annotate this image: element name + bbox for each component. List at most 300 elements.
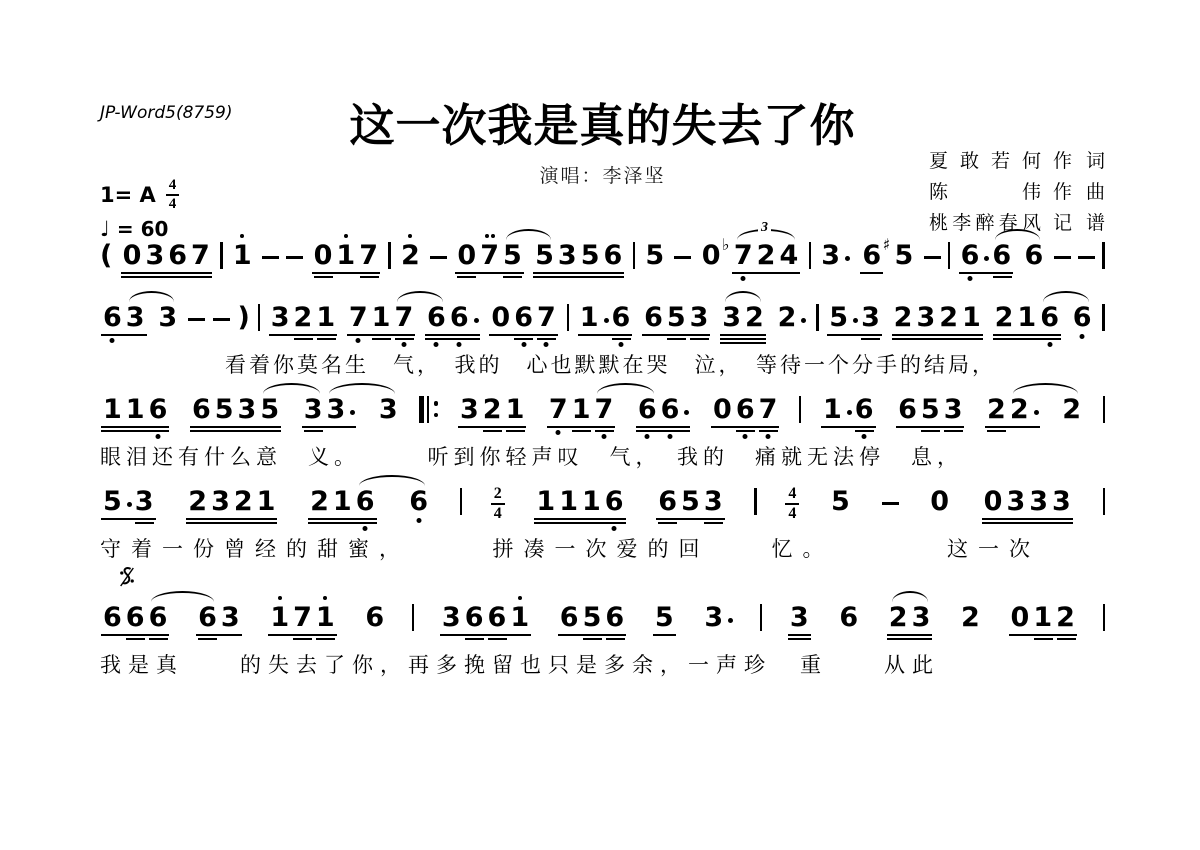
credit-role: 记谱 (1053, 213, 1105, 234)
note (231, 242, 254, 270)
note (580, 488, 603, 516)
note (659, 396, 682, 424)
note-digit: 6 (854, 394, 874, 425)
note (314, 604, 337, 632)
augmentation-dot (474, 318, 479, 323)
lyrics-line: 眼泪还有什么意 义。 听到你轻声叹 气， 我的 痛就无法停 息， (100, 445, 963, 469)
note (1054, 604, 1077, 632)
note-digit: 6 (409, 486, 428, 517)
note-digit: 6 (644, 302, 663, 333)
beam-underline (533, 272, 624, 274)
beam-underline (425, 338, 480, 340)
note (821, 396, 844, 424)
octave-dot-above (278, 596, 282, 600)
octave-dot-below (416, 518, 421, 523)
time-signature (785, 486, 799, 522)
open-paren: ( (100, 240, 113, 271)
sub-beam-underline (612, 338, 631, 340)
note (312, 242, 335, 270)
note-digit: 7 (191, 240, 210, 271)
octave-dot-below (645, 434, 650, 439)
barline (1103, 396, 1105, 423)
note (1038, 304, 1061, 332)
lyrics-line: 我是真 的失去了你，再多挽留也只是多余，一声珍 重 从此 (100, 653, 940, 677)
barline (1103, 604, 1105, 631)
note (853, 396, 876, 424)
note (700, 242, 723, 270)
note (1008, 396, 1031, 424)
beam-underline (732, 272, 800, 274)
note (190, 396, 213, 424)
note-digit: 7 (359, 240, 378, 271)
beam-underline (720, 338, 766, 340)
note (610, 304, 633, 332)
segno-line (100, 566, 1105, 586)
duration-dash (1078, 256, 1095, 259)
note (656, 488, 679, 516)
note-digit: 5 (666, 302, 686, 333)
close-paren: ) (237, 302, 250, 333)
note-digit: 3 (134, 486, 154, 517)
note-digit: 5 (645, 240, 665, 271)
note (1015, 304, 1038, 332)
note-digit: 3 (145, 240, 165, 271)
note-digit: 0 (930, 486, 949, 517)
duration-dash (674, 256, 691, 259)
credit-role: 作词 (1053, 151, 1105, 172)
note-digit: 1 (1017, 302, 1037, 333)
note-group (307, 488, 377, 516)
octave-dot-below (363, 526, 368, 531)
note (147, 396, 170, 424)
credits (929, 146, 1105, 239)
note-digit: 2 (987, 394, 1006, 425)
credit-role: 作曲 (1053, 182, 1105, 203)
note (859, 304, 882, 332)
note (788, 604, 811, 632)
note-digit: 1 (822, 394, 842, 425)
augmentation-dot (350, 410, 355, 415)
time-sig-denominator: 4 (493, 505, 502, 522)
note (291, 604, 314, 632)
note (711, 396, 734, 424)
tempo-value: = 60 (116, 217, 169, 241)
note-digit: 6 (365, 602, 385, 633)
octave-dot-below (601, 434, 606, 439)
note-digit: 3 (1052, 486, 1071, 517)
note-digit: 0 (313, 240, 333, 271)
note (653, 604, 676, 632)
slur-tie (597, 383, 654, 394)
octave-dot-below (155, 434, 160, 439)
barline (948, 242, 950, 269)
beam-underline (558, 634, 626, 636)
duration-dash (213, 318, 230, 321)
note-digit: 3 (689, 302, 709, 333)
note (133, 488, 156, 516)
note-group (891, 304, 984, 332)
note-digit: 3 (704, 602, 724, 633)
beam-underline (788, 634, 811, 636)
slur-tie (329, 383, 395, 394)
sub-beam-underline (704, 522, 723, 524)
beam-underline (711, 426, 779, 428)
octave-dot-below (401, 342, 406, 347)
note (942, 396, 965, 424)
octave-dot-above (240, 234, 244, 238)
note-group (532, 242, 625, 270)
note-group (533, 488, 626, 516)
note-digit: 6 (449, 302, 469, 333)
augmentation-dot (728, 618, 733, 623)
note-digit: 6 (603, 240, 623, 271)
note-group (882, 235, 916, 271)
note-group (439, 604, 532, 632)
sub-beam-underline (1034, 638, 1053, 640)
key-and-tempo (100, 178, 179, 241)
beam-underline (720, 342, 766, 344)
note-digit: 6 (514, 302, 533, 333)
note-digit: 0 (491, 302, 511, 333)
augmentation-dot (801, 318, 806, 323)
note (702, 604, 725, 632)
octave-dot-below (618, 342, 623, 347)
beam-underline (455, 272, 523, 274)
note-digit: 4 (779, 240, 799, 271)
note-digit: 0 (122, 240, 142, 271)
tempo-marking (100, 217, 179, 241)
beam-underline (101, 634, 169, 636)
note-digit: 3 (911, 602, 931, 633)
note (579, 242, 602, 270)
octave-dot-above (518, 596, 522, 600)
note (959, 604, 982, 632)
note (1050, 488, 1073, 516)
note (914, 304, 937, 332)
note-digit: 2 (777, 302, 797, 333)
note-group (268, 304, 338, 332)
sub-beam-underline (583, 638, 602, 640)
note (1027, 488, 1050, 516)
beam-underline (302, 426, 357, 428)
note (665, 304, 688, 332)
note-digit: 0 (983, 486, 1003, 517)
note-digit: 5 (503, 240, 522, 271)
note (292, 304, 315, 332)
note-digit: 6 (1040, 302, 1059, 333)
octave-dot-below (356, 338, 361, 343)
note-digit: 7 (293, 602, 312, 633)
beam-underline (347, 334, 415, 336)
note (720, 304, 743, 332)
note-digit: 6 (427, 302, 446, 333)
note-group (100, 488, 157, 516)
note (882, 235, 915, 271)
note-digit: 6 (660, 394, 680, 425)
note (603, 604, 626, 632)
note (186, 488, 209, 516)
meter-fraction (166, 178, 180, 212)
note (101, 396, 124, 424)
slur-tie (129, 291, 175, 302)
note-digit: 2 (310, 486, 329, 517)
barline (567, 304, 569, 331)
note-digit: 3 (1029, 486, 1049, 517)
beam-underline (547, 426, 615, 428)
sub-beam-underline (606, 638, 625, 640)
note (314, 304, 337, 332)
note (347, 304, 370, 332)
note (837, 604, 860, 632)
octave-dot-below (968, 276, 973, 281)
note (213, 396, 236, 424)
sharp-icon: ♯ (882, 235, 891, 254)
note-digit: 1 (1033, 602, 1053, 633)
note-digit: 1 (336, 240, 356, 271)
note-digit: 5 (829, 302, 849, 333)
barline (816, 304, 818, 331)
note-digit: 7 (480, 240, 500, 271)
quarter-note-icon: ♩ (100, 217, 110, 241)
sub-beam-underline (667, 338, 686, 340)
sub-beam-underline (395, 338, 414, 340)
note-group (721, 235, 801, 271)
note (196, 604, 219, 632)
note (982, 488, 1005, 516)
note-group (267, 604, 337, 632)
note-group (895, 396, 965, 424)
note (603, 488, 626, 516)
repeat-dots (434, 401, 439, 417)
note-digit: 3 (703, 486, 723, 517)
octave-dot-below (110, 338, 115, 343)
note-digit: 1 (371, 302, 391, 333)
note (308, 488, 331, 516)
note-group (120, 242, 213, 270)
note (679, 488, 702, 516)
note (357, 242, 380, 270)
sub-beam-underline (135, 522, 154, 524)
note (377, 396, 400, 424)
beam-underline (308, 518, 376, 520)
flat-icon: ♭ (721, 235, 730, 254)
note-group (984, 396, 1041, 424)
note-group (655, 488, 725, 516)
beam-underline (982, 518, 1073, 520)
beam-underline (860, 272, 883, 274)
sub-beam-underline (465, 638, 484, 640)
note-digit: 2 (756, 240, 776, 271)
note (458, 396, 481, 424)
note-digit: 3 (270, 302, 290, 333)
note (334, 242, 357, 270)
beam-underline (887, 638, 933, 640)
credit-name: 陈伟 (929, 182, 1041, 203)
beam-underline (268, 634, 336, 636)
note-digit: 7 (548, 394, 568, 425)
note (556, 242, 579, 270)
note-digit: 3 (821, 240, 841, 271)
duration-dash (286, 256, 303, 259)
beam-underline (190, 426, 281, 428)
note-digit: 6 (637, 394, 657, 425)
beam-underline (101, 334, 147, 336)
sub-beam-underline (372, 338, 391, 340)
note (990, 242, 1013, 270)
barline (1102, 242, 1104, 269)
meter-denominator: 4 (168, 196, 177, 212)
note (702, 488, 725, 516)
note-digit: 7 (758, 394, 778, 425)
note (124, 396, 147, 424)
note (124, 604, 147, 632)
beam-underline (642, 334, 710, 336)
note-digit: 2 (401, 240, 420, 271)
note-digit: 1 (962, 302, 981, 333)
sub-beam-underline (360, 276, 379, 278)
beam-underline (534, 522, 625, 524)
note-group (376, 396, 401, 424)
note-digit: 6 (898, 394, 917, 425)
note (255, 488, 278, 516)
note (407, 488, 430, 516)
time-sig-numerator: 2 (491, 486, 505, 505)
note (354, 488, 377, 516)
note-digit: 1 (232, 240, 252, 271)
note-digit: 1 (536, 486, 556, 517)
note-digit: 7 (348, 302, 368, 333)
beam-underline (656, 518, 724, 520)
note-digit: 3 (557, 240, 577, 271)
note-digit: 6 (1072, 302, 1092, 333)
note-digit: 5 (920, 394, 940, 425)
note-digit: 2 (961, 602, 980, 633)
duration-dash (882, 502, 899, 505)
note (557, 488, 580, 516)
sub-beam-underline (506, 430, 525, 432)
key-label: 1= A (100, 183, 156, 207)
note (101, 304, 124, 332)
note-digit: 1 (256, 486, 276, 517)
note-digit: 3 (722, 302, 742, 333)
note-group (958, 604, 983, 632)
time-sig-denominator: 4 (788, 505, 797, 522)
beam-underline (959, 272, 1014, 274)
notation-row (100, 304, 1105, 348)
beam-underline (186, 518, 277, 520)
note-digit: 1 (270, 602, 290, 633)
octave-dot-below (544, 342, 549, 347)
note-digit: 2 (745, 302, 764, 333)
octave-dot-below (434, 342, 439, 347)
note-digit: 3 (441, 602, 461, 633)
note-digit: 1 (125, 394, 145, 425)
notation-row (100, 604, 1105, 648)
note (121, 242, 144, 270)
note-group (859, 242, 884, 270)
note-digit: 6 (487, 602, 507, 633)
beam-underline (982, 522, 1073, 524)
note-digit: 6 (355, 486, 375, 517)
note (143, 242, 166, 270)
note-group (701, 604, 735, 632)
note-group (818, 242, 852, 270)
note (937, 304, 960, 332)
note-digit: 6 (839, 602, 859, 633)
slur-tie (151, 591, 214, 602)
note (269, 304, 292, 332)
note (209, 488, 232, 516)
octave-dot-below (668, 434, 673, 439)
note-digit: 3 (158, 302, 178, 333)
beam-underline (636, 430, 691, 432)
barline (220, 242, 222, 269)
note-group (719, 304, 767, 332)
beam-underline (788, 638, 811, 640)
note (325, 396, 348, 424)
note (156, 304, 179, 332)
octave-dot-above (323, 596, 327, 600)
beam-underline (653, 634, 676, 636)
beam-underline (533, 276, 624, 278)
note (1023, 242, 1046, 270)
note (959, 242, 982, 270)
note-digit: 1 (571, 394, 591, 425)
note-group (710, 396, 780, 424)
note-group (699, 242, 724, 270)
note (919, 396, 942, 424)
beam-underline (101, 426, 169, 428)
sub-beam-underline (690, 338, 709, 340)
song-title: 这一次我是真的失去了你 (349, 101, 856, 151)
note-digit: 6 (559, 602, 579, 633)
note (1004, 488, 1027, 516)
note (535, 304, 558, 332)
sub-beam-underline (483, 430, 502, 432)
note-digit: 3 (220, 602, 240, 633)
note-group (886, 604, 934, 632)
note (819, 242, 842, 270)
augmentation-dot (847, 410, 852, 415)
credit-lyricist (929, 146, 1105, 177)
note-digit: 1 (510, 602, 530, 633)
note-group (992, 304, 1062, 332)
note-digit: 3 (789, 602, 809, 633)
note-group (826, 304, 883, 332)
note-digit: 2 (1009, 394, 1029, 425)
beam-underline (101, 518, 156, 520)
lyrics-line: 看着你莫名生 气， 我的 心也默默在哭 泣， 等待一个分手的结局， (225, 353, 996, 377)
note (302, 396, 325, 424)
note-digit: 0 (1010, 602, 1030, 633)
note-digit: 3 (861, 302, 880, 333)
note (593, 396, 616, 424)
sub-beam-underline (861, 338, 880, 340)
note-group (652, 604, 677, 632)
note (331, 488, 354, 516)
barline (1102, 304, 1104, 331)
note-group (362, 604, 387, 632)
beam-underline (993, 338, 1061, 340)
note (392, 304, 415, 332)
watermark: JP-Word5(8759) (100, 103, 233, 123)
note-digit: 6 (604, 486, 624, 517)
note-digit: 3 (125, 302, 145, 333)
barline (633, 242, 635, 269)
note-digit: 5 (580, 240, 600, 271)
slur-tie (263, 383, 320, 394)
note (147, 604, 170, 632)
